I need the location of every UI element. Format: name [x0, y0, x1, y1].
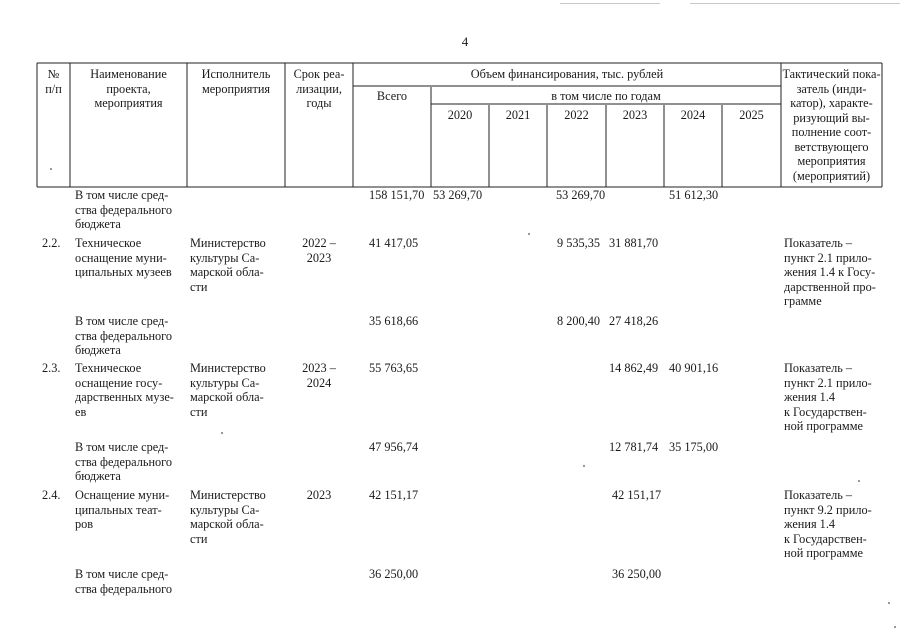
scan-speck — [583, 465, 585, 467]
row-name: В том числе сред- ства федерального — [75, 567, 173, 596]
row-2023: 42 151,17 — [612, 488, 662, 502]
row-total: 42 151,17 — [369, 488, 419, 502]
row-executor: Министерство культуры Са- марской обла- сти — [190, 361, 266, 419]
row-indicator: Показатель – пункт 2.1 прило- жения 1.4 к Госу- дарственной про- грамме — [784, 236, 876, 308]
row-indicator: Показатель – пункт 2.1 прило- жения 1.4 к Государствен- ной программе — [784, 361, 872, 433]
row-2023: 14 862,49 — [609, 361, 659, 375]
page-number: 4 — [461, 34, 469, 49]
scan-speck — [888, 602, 890, 604]
scan-speck — [50, 168, 52, 170]
header-year-2020: 2020 — [447, 108, 473, 122]
header-funding-title: Объем финансирования, тыс. рублей — [470, 67, 664, 81]
header-number: № п/п — [45, 67, 62, 96]
row-total: 36 250,00 — [369, 567, 419, 581]
row-2024: 51 612,30 — [669, 188, 719, 202]
row-executor: Министерство культуры Са- марской обла- сти — [190, 488, 266, 546]
row-name: В том числе сред- ства федерального бюджета — [75, 188, 173, 231]
scan-speck — [528, 233, 530, 235]
row-number: 2.2. — [42, 236, 61, 250]
row-name: Техническое оснащение муни- ципальных музеев — [75, 236, 172, 279]
row-2023: 12 781,74 — [609, 440, 659, 454]
page-top-line-left — [560, 3, 660, 4]
header-executor: Исполнитель мероприятия — [201, 67, 271, 96]
row-total: 158 151,70 — [369, 188, 425, 202]
row-name: В том числе сред- ства федерального бюджета — [75, 314, 173, 357]
row-2022: 9 535,35 — [557, 236, 601, 250]
row-2023: 31 881,70 — [609, 236, 659, 250]
header-by-years: в том числе по годам — [551, 89, 661, 103]
row-executor: Министерство культуры Са- марской обла- сти — [190, 236, 266, 294]
row-2022: 8 200,40 — [557, 314, 601, 328]
header-indicator: Тактический пока- затель (инди- катор), характе- ризующий вы- полнение соот- ветствующего мероприятия (мероприятий) — [782, 67, 881, 183]
row-term: 2023 — [306, 488, 332, 502]
row-2023: 27 418,26 — [609, 314, 659, 328]
header-year-2021: 2021 — [505, 108, 531, 122]
row-total: 41 417,05 — [369, 236, 419, 250]
row-name: В том числе сред- ства федерального бюджета — [75, 440, 173, 483]
row-number: 2.4. — [42, 488, 61, 502]
row-name: Оснащение муни- ципальных теат- ров — [75, 488, 170, 531]
row-2020: 53 269,70 — [433, 188, 483, 202]
row-total: 55 763,65 — [369, 361, 419, 375]
page-top-line-right — [690, 3, 900, 4]
header-year-2024: 2024 — [680, 108, 706, 122]
row-2024: 35 175,00 — [669, 440, 719, 454]
row-total: 35 618,66 — [369, 314, 419, 328]
row-number: 2.3. — [42, 361, 61, 375]
header-year-2022: 2022 — [564, 108, 589, 122]
header-total: Всего — [376, 89, 408, 103]
scan-speck — [221, 432, 223, 434]
row-name: Техническое оснащение госу- дарственных музе- ев — [75, 361, 174, 419]
header-name: Наименование проекта, мероприятия — [90, 67, 167, 110]
row-total: 47 956,74 — [369, 440, 419, 454]
row-2023: 36 250,00 — [612, 567, 662, 581]
row-term: 2022 – 2023 — [302, 236, 336, 265]
header-year-2023: 2023 — [622, 108, 648, 122]
row-indicator: Показатель – пункт 9.2 прило- жения 1.4 к Государствен- ной программе — [784, 488, 872, 560]
scan-speck — [894, 626, 896, 628]
row-2024: 40 901,16 — [669, 361, 719, 375]
header-term: Срок реа- лизации, годы — [293, 67, 345, 110]
row-term: 2023 – 2024 — [302, 361, 336, 390]
row-2022: 53 269,70 — [556, 188, 606, 202]
header-year-2025: 2025 — [739, 108, 764, 122]
scan-speck — [858, 480, 860, 482]
